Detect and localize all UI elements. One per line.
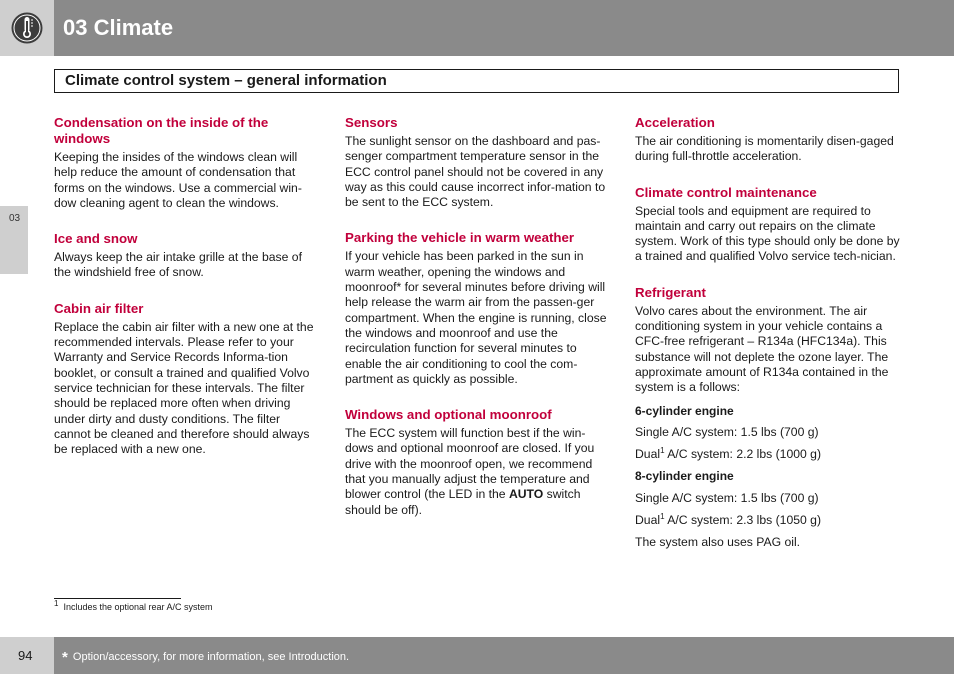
chapter-title: 03 Climate (63, 15, 174, 40)
heading-climate-maintenance: Climate control maintenance (635, 184, 817, 200)
text-windows-moonroof-post: switch should be off). (345, 487, 581, 517)
spec-six-dual (635, 447, 901, 462)
paragraph-refrigerant: Volvo cares about the environment. The air conditioning system in your vehicle contains a CFC-free refrigerant – R134a (HFC134a). This substance will not deplete the ozone layer. The approximate amount of R134a contained in the system is a follows: (635, 303, 889, 395)
footnote (54, 599, 213, 612)
paragraph-ice-and-snow: Always keep the air intake grille at the base of the windshield free of snow. (54, 250, 302, 280)
column-right (635, 115, 901, 558)
pag-oil-note: The system also uses PAG oil. (635, 535, 801, 550)
side-tab-label: 03 (9, 213, 21, 224)
heading-cabin-air-filter: Cabin air filter (54, 300, 144, 316)
chapter-icon-box (0, 0, 54, 56)
footnote-marker: 1 (54, 599, 59, 608)
text-windows-moonroof-pre: The ECC system will function best if the win-dows and optional moonroof are closed. If you drive with the moonroof open, we recommend that you manually adjust the temperature and blower control (the LED in the (345, 426, 595, 502)
footer-note-text: Option/accessory, for more information, see Introduction. (72, 651, 350, 663)
paragraph-sensors: The sunlight sensor on the dashboard and pas-senger compartment temperature sensor in the ECC control panel should not be covered in any way as this could cause incorrect infor-mation to be sent to the ECC system. (345, 134, 606, 210)
thermometer-icon (10, 11, 44, 45)
spec-eight-dual (635, 513, 901, 528)
page-number: 94 (18, 648, 33, 663)
heading-parking-warm-weather: Parking the vehicle in warm weather (345, 230, 575, 246)
spec-eight-dual-pre: Dual (635, 513, 661, 528)
section-title: Climate control system – general information (65, 72, 387, 89)
auto-label: AUTO (508, 487, 544, 502)
chapter-header (0, 0, 954, 56)
footnote-divider (54, 598, 181, 599)
heading-sensors: Sensors (345, 115, 398, 130)
page-number-box (0, 637, 54, 674)
label-eight-cylinder: 8-cylinder engine (635, 469, 734, 484)
heading-acceleration: Acceleration (635, 115, 715, 130)
column-left (54, 115, 320, 457)
paragraph-windows-moonroof (345, 426, 611, 518)
heading-ice-and-snow: Ice and snow (54, 231, 138, 247)
paragraph-acceleration: The air conditioning is momentarily disen-gaged during full-throttle acceleration. (635, 134, 894, 164)
footnote-text: Includes the optional rear A/C system (63, 602, 213, 612)
paragraph-condensation: Keeping the insides of the windows clean will help reduce the amount of condensation that forms on the windows. Use a commercial win-dow cleaning agent to clean the windows. (54, 150, 302, 210)
page-footer (0, 637, 954, 674)
column-middle (345, 115, 611, 518)
spec-six-single: Single A/C system: 1.5 lbs (700 g) (635, 424, 819, 439)
label-six-cylinder: 6-cylinder engine (635, 403, 734, 418)
footnote-ref: 1 (660, 446, 665, 456)
section-title-bar (54, 69, 899, 93)
spec-six-dual-post: A/C system: 2.2 lbs (1000 g) (664, 447, 822, 462)
spec-eight-dual-post: A/C system: 2.3 lbs (1050 g) (664, 513, 822, 528)
footer-note (62, 649, 349, 666)
paragraph-climate-maintenance: Special tools and equipment are required to maintain and carry out repairs on the climate system. Work of this type should only be done by a trained and qualified Volvo service tech-nician. (635, 203, 900, 264)
heading-windows-moonroof: Windows and optional moonroof (345, 407, 552, 423)
paragraph-cabin-air-filter: Replace the cabin air filter with a new one at the recommended intervals. Please refer to your Warranty and Service Records Informa-tion booklet, or consult a trained and qualified Volvo service technician for these intervals. The filter should be replaced more often when driving under dirty and dusty conditions. The filter cannot be cleaned and therefore should always be replaced with a new one. (54, 319, 314, 457)
chapter-side-tab (0, 206, 28, 274)
heading-condensation: Condensation on the inside of the windows (54, 115, 269, 146)
spec-six-dual-pre: Dual (635, 447, 661, 462)
asterisk-icon: * (62, 649, 68, 666)
heading-refrigerant: Refrigerant (635, 284, 706, 300)
spec-eight-single: Single A/C system: 1.5 lbs (700 g) (635, 490, 819, 505)
footnote-ref: 1 (660, 511, 665, 521)
paragraph-parking-warm-weather: If your vehicle has been parked in the sun in warm weather, opening the windows and moonroof* for several minutes before driving will help release the warm air from the passen-ger compartment. When the engine is running, close the windows and moonroof and use the recirculation function for several minutes to enable the air conditioning to cool the com-partment as quickly as possible. (345, 249, 607, 386)
